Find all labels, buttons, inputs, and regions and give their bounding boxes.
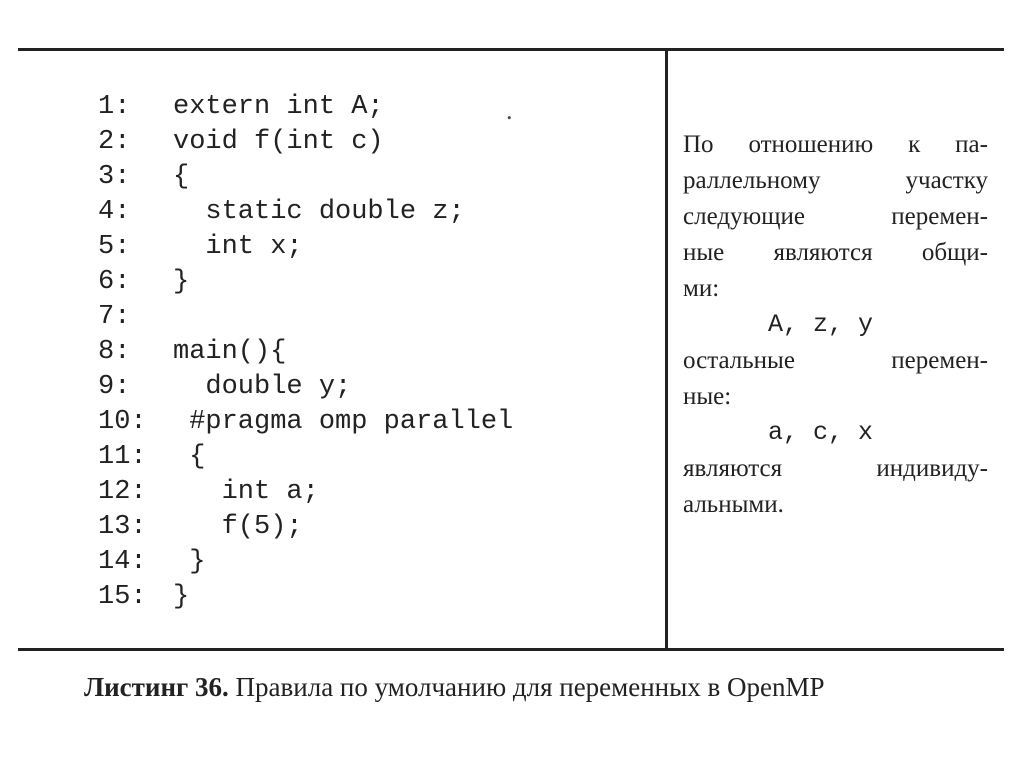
note-word: остальные <box>683 347 795 374</box>
note-word: к <box>908 131 921 158</box>
code-line-7 <box>98 300 513 335</box>
shared-variables: A, z, y <box>768 310 874 339</box>
code-text: int a; <box>173 477 319 507</box>
code-line-11 <box>98 440 513 475</box>
code-text: } <box>173 267 190 297</box>
code-line-1 <box>98 90 513 125</box>
code-text: static double z; <box>173 197 465 227</box>
line-number: 8: <box>98 337 131 367</box>
note-word: являются <box>683 455 783 482</box>
code-text: main(){ <box>173 337 287 367</box>
code-line-12 <box>98 475 513 510</box>
note-word: являются <box>773 239 873 266</box>
note-word: ные <box>683 239 725 266</box>
caption-text: Правила по умолчанию для переменных в OpenMP <box>228 672 825 702</box>
line-number: 14: <box>98 547 147 577</box>
code-line-4 <box>98 195 513 230</box>
bottom-rule <box>18 648 1004 651</box>
code-text: double y; <box>173 372 352 402</box>
line-number: 10: <box>98 407 147 437</box>
code-text: void f(int c) <box>173 127 384 157</box>
line-number: 3: <box>98 162 131 192</box>
line-number: 15: <box>98 582 147 612</box>
note-word: следующие <box>683 203 805 230</box>
line-number: 12: <box>98 477 147 507</box>
note-line-4 <box>683 235 988 271</box>
code-text: f(5); <box>173 512 303 542</box>
code-text: } <box>173 547 206 577</box>
note-line-7 <box>683 343 988 379</box>
note-word: раллельному <box>683 167 821 194</box>
top-rule <box>18 48 1004 51</box>
note-line-8: ные: <box>683 383 732 410</box>
column-divider <box>665 48 668 651</box>
code-line-15 <box>98 580 513 615</box>
line-number: 5: <box>98 232 131 262</box>
code-line-10 <box>98 405 513 440</box>
line-number: 13: <box>98 512 147 542</box>
code-line-6 <box>98 265 513 300</box>
note-word: перемен- <box>891 203 988 230</box>
code-text: extern int A; <box>173 92 384 122</box>
code-text: } <box>173 582 190 612</box>
code-line-8 <box>98 335 513 370</box>
note-word: отношению <box>748 131 874 158</box>
line-number: 2: <box>98 127 131 157</box>
note-word: перемен- <box>891 347 988 374</box>
code-line-5 <box>98 230 513 265</box>
note-word: па- <box>955 131 988 158</box>
code-line-13 <box>98 510 513 545</box>
caption-label: Листинг 36. <box>84 672 229 702</box>
line-number: 6: <box>98 267 131 297</box>
line-number: 11: <box>98 442 147 472</box>
line-number: 9: <box>98 372 131 402</box>
note-line-10 <box>683 451 988 487</box>
note-word: участку <box>905 167 988 194</box>
line-number: 7: <box>98 302 131 332</box>
code-text: int x; <box>173 232 303 262</box>
code-line-3 <box>98 160 513 195</box>
note-line-1 <box>683 127 988 163</box>
note-word: общи- <box>921 239 988 266</box>
code-line-9 <box>98 370 513 405</box>
code-listing <box>98 90 513 615</box>
code-line-2 <box>98 125 513 160</box>
code-text: { <box>173 442 206 472</box>
note-line-3 <box>683 199 988 235</box>
note-line-2 <box>683 163 988 199</box>
code-text: { <box>173 162 190 192</box>
explanation-text <box>683 127 988 523</box>
line-number: 4: <box>98 197 131 227</box>
note-word: индивиду- <box>876 455 988 482</box>
note-word: По <box>683 131 714 158</box>
line-number: 1: <box>98 92 131 122</box>
code-line-14 <box>98 545 513 580</box>
code-text: #pragma omp parallel <box>173 407 514 437</box>
listing-caption <box>84 672 825 703</box>
note-line-11: альными. <box>683 491 784 518</box>
private-variables: a, c, x <box>768 418 874 447</box>
note-line-5: ми: <box>683 275 720 302</box>
stray-dot: . <box>506 96 513 125</box>
